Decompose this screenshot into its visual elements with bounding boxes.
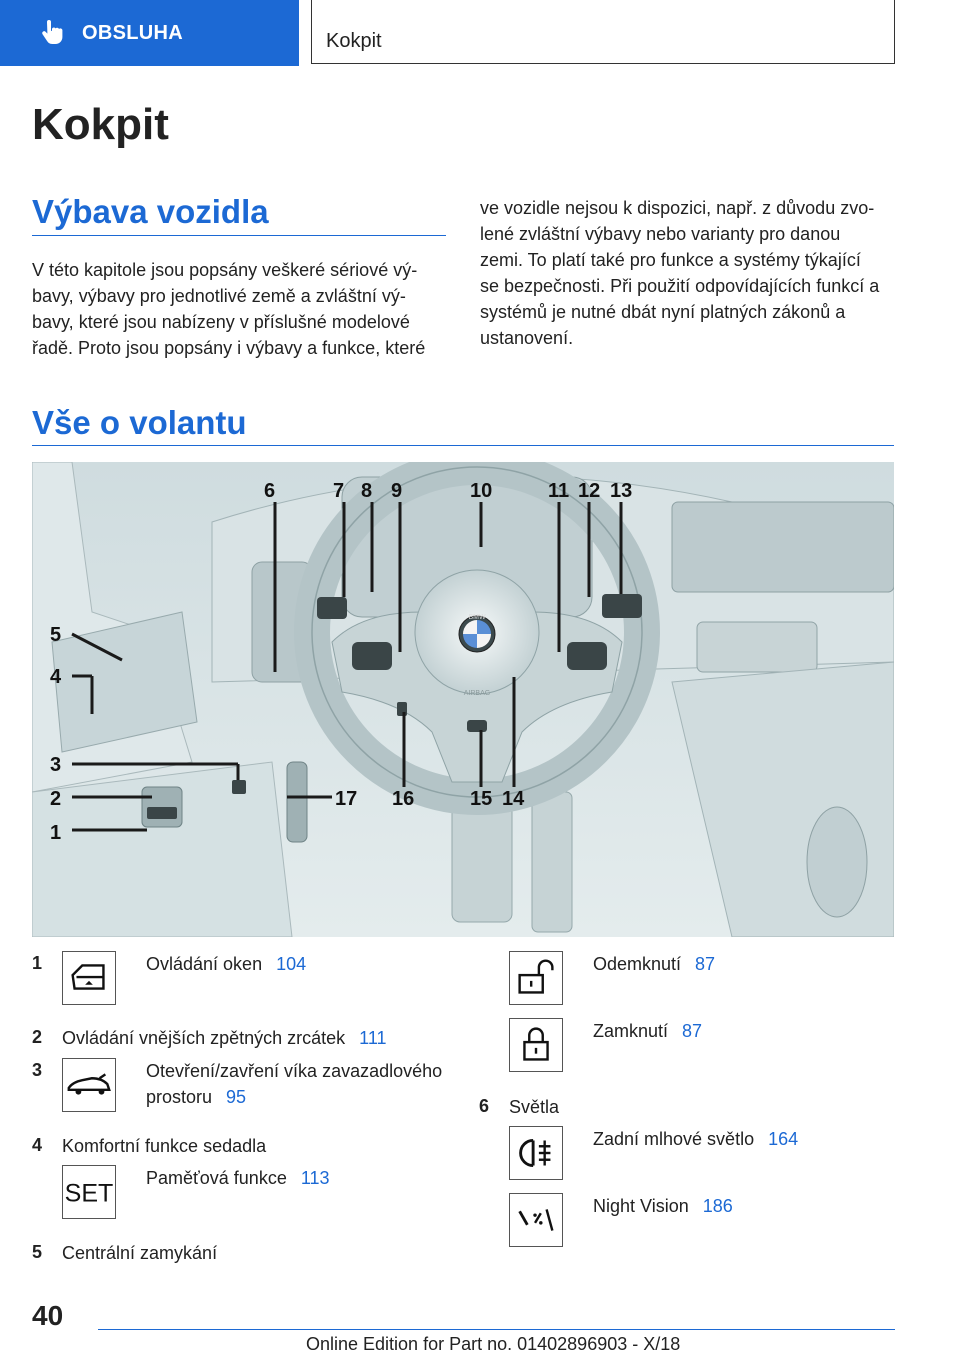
- rear-fog-light-icon: [509, 1126, 563, 1180]
- legend-number: 3: [32, 1060, 43, 1080]
- legend-text: Odemknutí: [593, 954, 682, 974]
- unlock-icon: [509, 951, 563, 1005]
- footer-edition: Online Edition for Part no. 01402896903 - X/18: [306, 1334, 681, 1354]
- page-number: 40: [32, 1300, 64, 1331]
- callout-5: 5: [50, 624, 62, 646]
- legend-text: Otevření/zavření víka zavazadlového: [146, 1061, 443, 1081]
- page-reference-link[interactable]: 111: [359, 1028, 387, 1048]
- legend-number: 5: [32, 1242, 43, 1262]
- callout-1: 1: [50, 822, 62, 844]
- page-title: Kokpit: [32, 100, 169, 149]
- cockpit-illustration: [32, 462, 894, 937]
- section-title-equipment: Výbava vozidla: [32, 193, 269, 230]
- text-line: ve vozidle nejsou k dispozici, např. z důvodu zvo‐: [480, 198, 875, 218]
- callout-13: 13: [610, 480, 633, 502]
- legend-number: 4: [32, 1135, 43, 1155]
- callout-11: 11: [548, 480, 570, 502]
- trunk-icon: [62, 1058, 116, 1112]
- legend-item-mirror-control: [62, 1025, 387, 1051]
- page-reference-link[interactable]: 87: [695, 954, 716, 974]
- callout-16: 16: [392, 788, 415, 810]
- night-vision-icon: [509, 1193, 563, 1247]
- callout-8: 8: [361, 480, 373, 502]
- callout-3: 3: [50, 754, 62, 776]
- text-line: V této kapitole jsou popsány veškeré sériové vý‐: [32, 260, 418, 280]
- page-reference-link[interactable]: 104: [276, 954, 307, 974]
- legend-text: Ovládání oken: [146, 954, 263, 974]
- callout-9: 9: [391, 480, 403, 502]
- callout-17: 17: [335, 788, 358, 810]
- breadcrumb: [311, 0, 895, 64]
- intro-paragraph-left: [32, 257, 452, 361]
- legend-text: Night Vision: [593, 1196, 689, 1216]
- legend-text: Zamknutí: [593, 1021, 669, 1041]
- legend-item-window-control: [146, 951, 306, 977]
- callout-10: 10: [470, 480, 493, 502]
- cockpit-drawing: [32, 462, 894, 937]
- legend-item-central-locking: [62, 1240, 217, 1266]
- breadcrumb-section: Kokpit: [326, 30, 382, 52]
- page-reference-link[interactable]: 186: [702, 1196, 733, 1216]
- legend-item-seat-comfort: [62, 1133, 266, 1159]
- page-reference-link[interactable]: 87: [682, 1021, 703, 1041]
- section-rule: [32, 235, 446, 236]
- text-line: systémů je nutné dbát nyní platných zákonů a: [480, 302, 846, 322]
- legend-text: prostoru: [146, 1087, 213, 1107]
- section-tab[interactable]: [0, 0, 299, 66]
- legend-text: Zadní mlhové světlo: [593, 1129, 755, 1149]
- legend-number: 1: [32, 953, 43, 973]
- page-reference-link[interactable]: 164: [768, 1129, 799, 1149]
- section-tab-label: OBSLUHA: [82, 21, 183, 44]
- legend-text: Světla: [509, 1097, 560, 1117]
- text-line: bavy, výbavy pro jednotlivé země a zvláštní vý‐: [32, 286, 406, 306]
- legend-item-night-vision: [593, 1193, 733, 1219]
- legend-number: 2: [32, 1027, 43, 1047]
- airbag-text: AIRBAG: [463, 690, 491, 697]
- roundel-text: BMW: [468, 614, 486, 621]
- legend-text: Komfortní funkce sedadla: [62, 1136, 267, 1156]
- text-line: zemi. To platí také pro funkce a systémy týkající: [480, 250, 861, 270]
- legend-text: Paměťová funkce: [146, 1168, 287, 1188]
- lock-icon: [509, 1018, 563, 1072]
- set-memory-icon: [62, 1165, 116, 1219]
- legend-item-lights: [509, 1094, 559, 1120]
- text-line: bavy, které jsou nabízeny v příslušné modelové: [32, 312, 410, 332]
- legend-number: 6: [479, 1096, 490, 1116]
- page-reference-link[interactable]: 113: [300, 1168, 330, 1188]
- window-control-icon: [62, 951, 116, 1005]
- hand-pointer-icon: [38, 19, 66, 47]
- section-rule: [32, 445, 894, 446]
- legend-item-unlock: [593, 951, 715, 977]
- footer-rule: [98, 1329, 895, 1330]
- text-line: se bezpečnosti. Při použití odpovídajících funkcí a: [480, 276, 880, 296]
- text-line: řadě. Proto jsou popsány i výbavy a funkce, které: [32, 338, 426, 358]
- set-memory-icon-text: SET: [64, 1179, 114, 1208]
- legend-item-rear-fog: [593, 1126, 798, 1152]
- text-line: ustanovení.: [480, 328, 574, 348]
- callout-6: 6: [264, 480, 276, 502]
- callout-14: 14: [502, 788, 525, 810]
- page-reference-link[interactable]: 95: [226, 1087, 247, 1107]
- legend-item-memory: [146, 1165, 330, 1191]
- legend-item-lock: [593, 1018, 702, 1044]
- legend-text: Centrální zamykání: [62, 1243, 218, 1263]
- legend-text: Ovládání vnějších zpětných zrcátek: [62, 1028, 346, 1048]
- callout-4: 4: [50, 666, 62, 688]
- callout-15: 15: [470, 788, 493, 810]
- intro-paragraph-right: [480, 195, 900, 351]
- text-line: lené zvláštní výbavy nebo varianty pro danou: [480, 224, 841, 244]
- callout-2: 2: [50, 788, 62, 810]
- callout-12: 12: [578, 480, 601, 502]
- section-title-steering-wheel: Vše o volantu: [32, 404, 247, 441]
- callout-7: 7: [333, 480, 345, 502]
- legend-item-trunk: [146, 1058, 442, 1110]
